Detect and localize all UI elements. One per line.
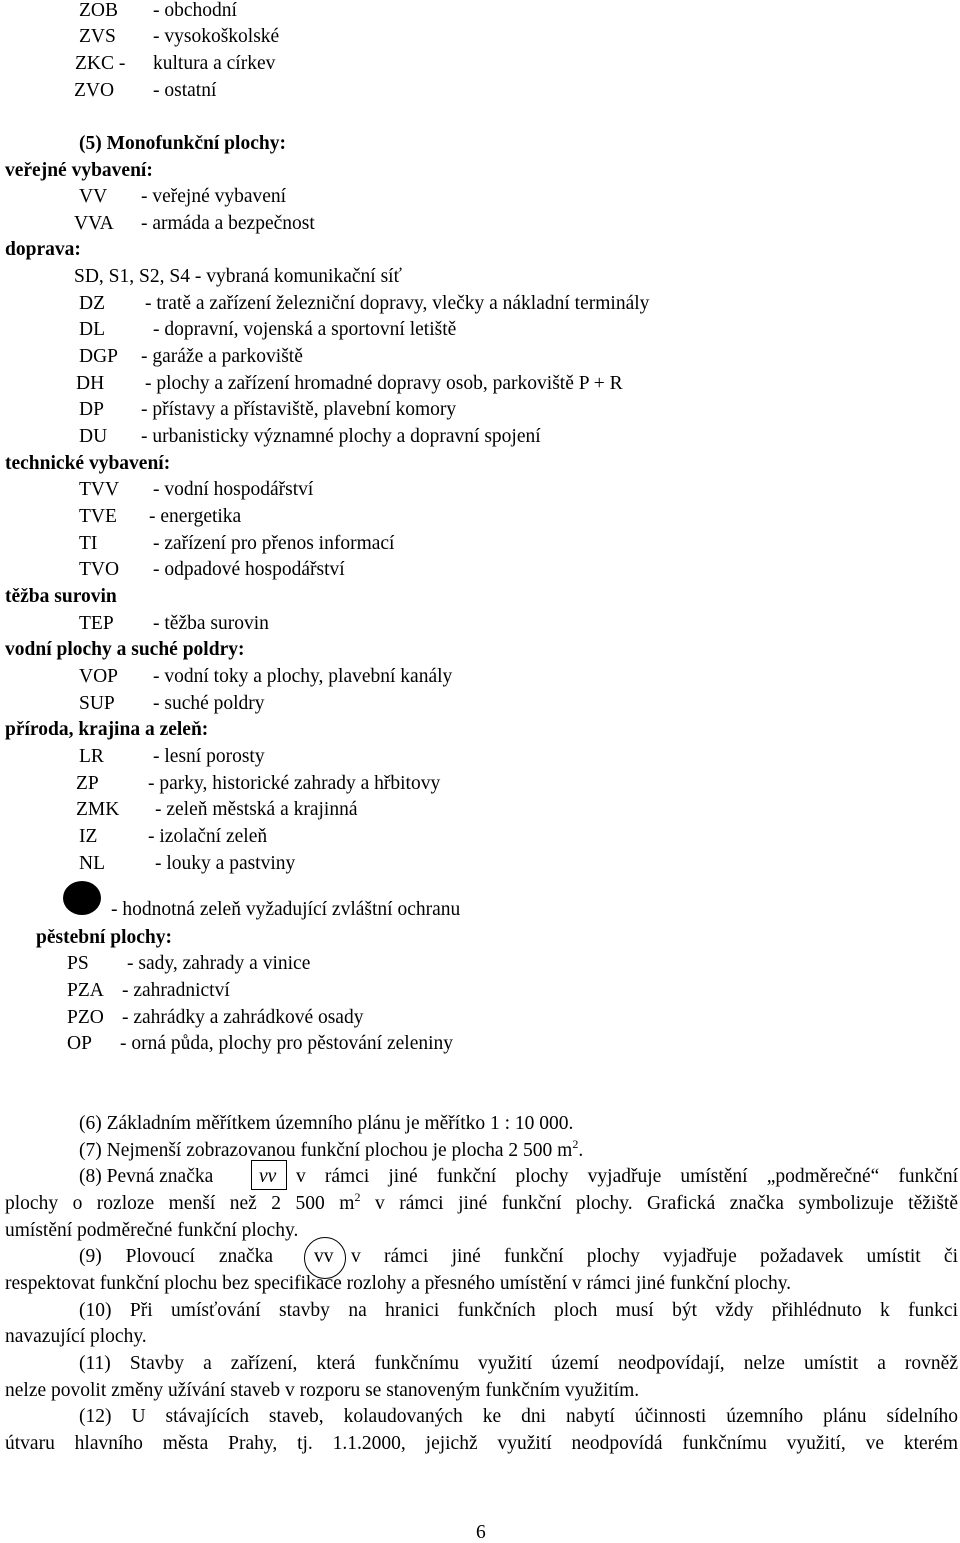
desc-dp: - přístavy a přístaviště, plavební komory: [141, 399, 457, 420]
desc-iz: - izolační zeleň: [148, 826, 268, 847]
section-5-title: (5) Monofunkční plochy:: [79, 133, 286, 154]
valuable-greenery-dot-icon: [63, 881, 101, 915]
desc-zob: - obchodní: [153, 0, 237, 21]
code-pza: PZA: [67, 980, 104, 1001]
paragraph-11-line1: (11) Stavby a zařízení, která funkčnímu využití území neodpovídají, nelze umístit a rovněž: [79, 1353, 958, 1374]
paragraph-9-line1: v rámci jiné funkční plochy vyjadřuje požadavek umístit či: [351, 1246, 958, 1267]
desc-tvo: - odpadové hospodářství: [153, 559, 345, 580]
desc-zvo: - ostatní: [153, 80, 217, 101]
paragraph-8-start: (8) Pevná značka: [79, 1166, 214, 1187]
paragraph-10-line2: navazující plochy.: [5, 1326, 147, 1347]
paragraph-7: (7) Nejmenší zobrazovanou funkční plochou je plocha 2 500 $m^2$.: [79, 1137, 584, 1161]
desc-lr: - lesní porosty: [153, 746, 265, 767]
group-title-verejne: veřejné vybavení:: [5, 160, 153, 181]
code-tvo: TVO: [79, 559, 120, 580]
group-title-technicke: technické vybavení:: [5, 453, 171, 474]
code-ps: PS: [67, 953, 89, 974]
group-title-doprava: doprava:: [5, 239, 81, 260]
group-title-pestebni: pěstební plochy:: [36, 927, 172, 948]
desc-dh: - plochy a zařízení hromadné dopravy osob, parkoviště P + R: [145, 373, 623, 394]
desc-zvs: - vysokoškolské: [153, 26, 280, 47]
desc-vva: - armáda a bezpečnost: [141, 213, 315, 234]
code-lr: LR: [79, 746, 104, 767]
paragraph-11-line2: nelze povolit změny užívání staveb v rozporu se stanoveným funkčním využitím.: [5, 1380, 640, 1401]
desc-dgp: - garáže a parkoviště: [141, 346, 303, 367]
code-tve: TVE: [79, 506, 117, 527]
code-du: DU: [79, 426, 108, 447]
code-op: OP: [67, 1033, 92, 1054]
fixed-mark-label: vv: [259, 1166, 277, 1187]
code-zmk: ZMK: [76, 799, 120, 820]
code-vop: VOP: [79, 666, 119, 687]
doprava-network: SD, S1, S2, S4 - vybraná komunikační síť: [74, 266, 402, 287]
paragraph-6: (6) Základním měřítkem územního plánu je měřítko 1 : 10 000.: [79, 1113, 574, 1134]
code-dz: DZ: [79, 293, 105, 314]
paragraph-8-line2: plochy o rozloze menší než 2 500 $m^2$ v rámci jiné funkční plochy. Grafická značka symbolizuje těžiště: [5, 1190, 958, 1214]
desc-zkc: kultura a církev: [153, 53, 276, 74]
paragraph-8-line3: umístění podměrečné funkční plochy.: [5, 1220, 299, 1241]
desc-ti: - zařízení pro přenos informací: [153, 533, 395, 554]
paragraph-9-start: (9) Plovoucí značka: [79, 1246, 273, 1267]
desc-vv: - veřejné vybavení: [141, 186, 287, 207]
paragraph-12-line2: útvaru hlavního města Prahy, tj. 1.1.2000, jejichž využití neodpovídá funkčnímu využití, ve kterém: [5, 1433, 958, 1454]
desc-tep: - těžba surovin: [153, 613, 269, 634]
code-dh: DH: [76, 373, 105, 394]
page-number: 6: [476, 1522, 486, 1543]
desc-dl: - dopravní, vojenská a sportovní letiště: [153, 319, 457, 340]
group-title-priroda: příroda, krajina a zeleň:: [5, 719, 209, 740]
desc-zmk: - zeleň městská a krajinná: [155, 799, 358, 820]
desc-sup: - suché poldry: [153, 693, 265, 714]
desc-tve: - energetika: [149, 506, 242, 527]
desc-pza: - zahradnictví: [122, 980, 230, 1001]
code-dp: DP: [79, 399, 104, 420]
code-tep: TEP: [79, 613, 114, 634]
desc-op: - orná půda, plochy pro pěstování zeleniny: [120, 1033, 454, 1054]
code-zvs: ZVS: [79, 26, 116, 47]
code-dl: DL: [79, 319, 105, 340]
paragraph-8-line1: v rámci jiné funkční plochy vyjadřuje umístění „podměrečné“ funkční: [296, 1166, 958, 1187]
group-title-tezba: těžba surovin: [5, 586, 117, 607]
paragraph-10-line1: (10) Při umísťování stavby na hranici funkčních ploch musí být vždy přihlédnuto k funkci: [79, 1300, 958, 1321]
desc-du: - urbanisticky významné plochy a dopravní spojení: [141, 426, 541, 447]
group-title-vodni: vodní plochy a suché poldry:: [5, 639, 245, 660]
desc-vop: - vodní toky a plochy, plavební kanály: [153, 666, 453, 687]
code-zkc: ZKC -: [75, 53, 126, 74]
paragraph-9-line2: respektovat funkční plochu bez specifikace rozlohy a přesného umístění v rámci jiné funkční plochy.: [5, 1273, 792, 1294]
code-pzo: PZO: [67, 1007, 104, 1028]
desc-ps: - sady, zahrady a vinice: [127, 953, 311, 974]
code-vv: VV: [79, 186, 108, 207]
code-tvv: TVV: [79, 479, 120, 500]
code-ti: TI: [79, 533, 98, 554]
code-dgp: DGP: [79, 346, 119, 367]
valuable-greenery-desc: - hodnotná zeleň vyžadující zvláštní ochranu: [111, 899, 461, 920]
desc-tvv: - vodní hospodářství: [153, 479, 314, 500]
code-nl: NL: [79, 853, 105, 874]
code-vva: VVA: [74, 213, 114, 234]
code-zob: ZOB: [79, 0, 118, 21]
desc-nl: - louky a pastviny: [155, 853, 296, 874]
desc-pzo: - zahrádky a zahrádkové osady: [122, 1007, 364, 1028]
code-zvo: ZVO: [74, 80, 115, 101]
code-iz: IZ: [79, 826, 98, 847]
paragraph-12-line1: (12) U stávajících staveb, kolaudovaných ke dni nabytí účinnosti územního plánu sídelního: [79, 1406, 958, 1427]
code-zp: ZP: [76, 773, 99, 794]
desc-dz: - tratě a zařízení železniční dopravy, vlečky a nákladní terminály: [145, 293, 650, 314]
code-sup: SUP: [79, 693, 115, 714]
desc-zp: - parky, historické zahrady a hřbitovy: [148, 773, 441, 794]
floating-mark-label: vv: [314, 1246, 334, 1267]
